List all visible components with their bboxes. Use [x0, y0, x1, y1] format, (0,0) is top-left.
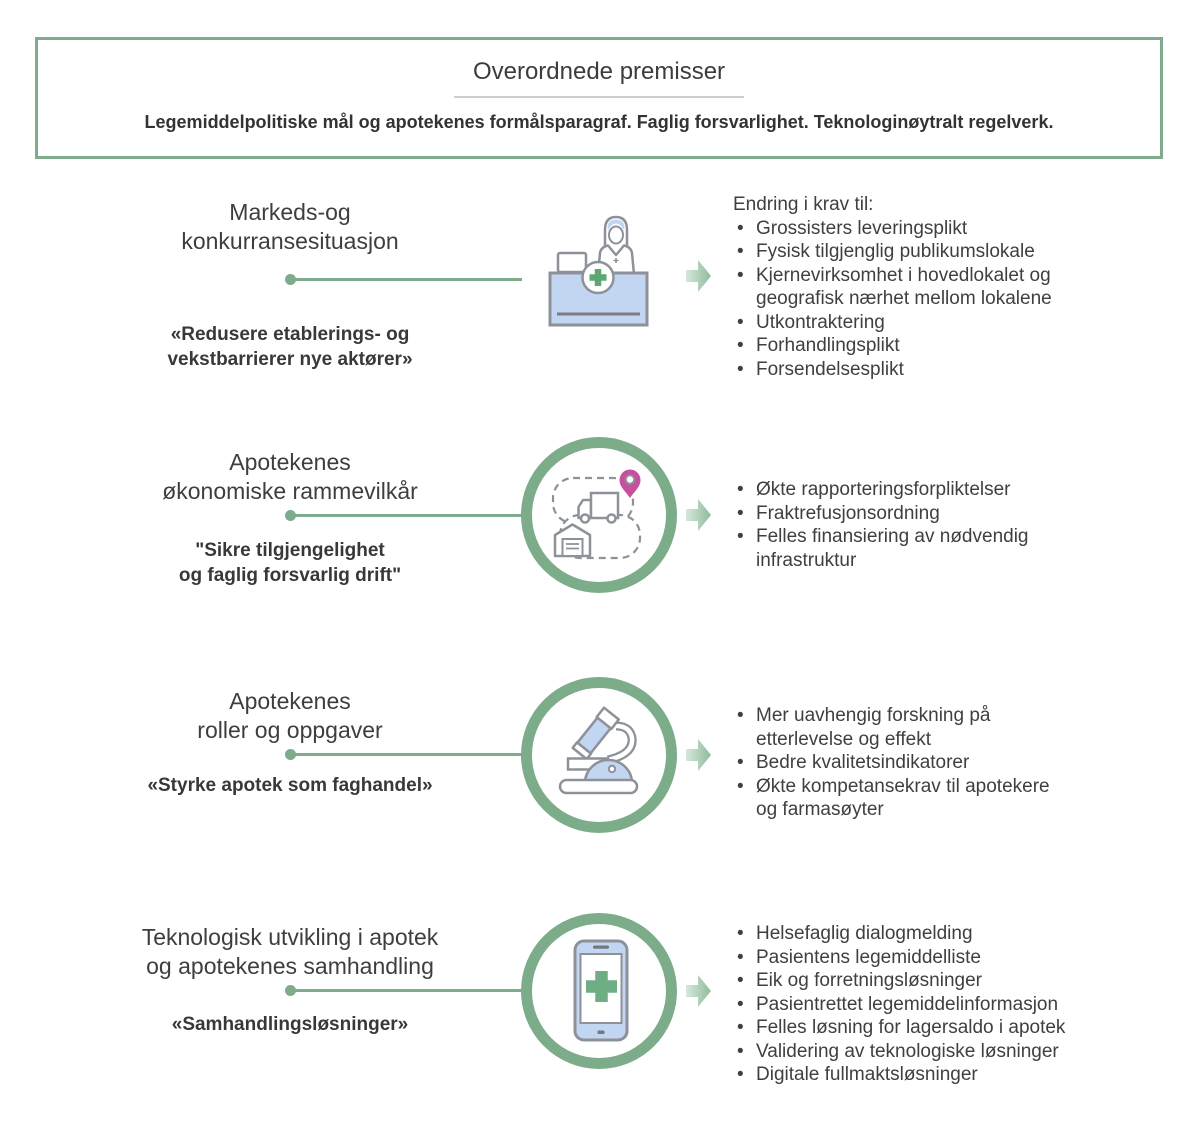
row-quote-roles: «Styrke apotek som faghandel» — [147, 775, 433, 796]
list-item: • Fraktrefusjonsordning — [733, 502, 1123, 526]
row-title-market: Markeds-og konkurransesituasjon — [181, 199, 399, 254]
row-title-technology: Teknologisk utvikling i apotek og apotekenes samhandling — [141, 924, 439, 979]
delivery-route-icon — [544, 460, 654, 570]
list-item: • Pasientrettet legemiddelinformasjon — [733, 993, 1173, 1017]
bullet-list-roles — [733, 704, 1063, 822]
list-item: • Forsendelsesplikt — [733, 358, 1133, 382]
map-pin-icon — [620, 470, 641, 499]
premises-subtitle: Legemiddelpolitiske mål og apotekenes formålsparagraf. Faglig forsvarlighet. Teknologinøytralt regelverk. — [144, 112, 1054, 132]
row-quote-market: «Redusere etablerings- og vekstbarrierer nye aktører» — [167, 324, 413, 370]
arrow-right-icon — [686, 498, 712, 532]
bullet-list-market — [733, 193, 1133, 381]
row-title-economics: Apotekenes økonomiske rammevilkår — [162, 449, 418, 504]
list-item: • Fysisk tilgjenglig publikumslokale — [733, 240, 1133, 264]
microscope-icon — [544, 700, 654, 810]
page-title: Overordnede premisser — [472, 58, 726, 85]
row-title-roles: Apotekenes roller og oppgaver — [197, 688, 383, 743]
list-item: • Validering av teknologiske løsninger — [733, 1040, 1173, 1064]
title-underline — [454, 96, 744, 98]
list-item: • Helsefaglig dialogmelding — [733, 922, 1173, 946]
list-item: • Kjernevirksomhet i hovedlokalet og geografisk nærhet mellom lokalene — [733, 264, 1133, 311]
list-item: • Eik og forretningsløsninger — [733, 969, 1173, 993]
arrow-right-icon — [686, 974, 712, 1008]
list-item: • Digitale fullmaktsløsninger — [733, 1063, 1173, 1087]
arrow-right-icon — [686, 738, 712, 772]
list-item: • Forhandlingsplikt — [733, 334, 1133, 358]
connector-line — [290, 753, 522, 756]
list-item: • Økte rapporteringsforpliktelser — [733, 478, 1123, 502]
pharmacy-counter-icon — [545, 208, 655, 333]
pharmacy-cross-badge — [583, 262, 614, 293]
list-item: • Mer uavhengig forskning på etterlevelse og effekt — [733, 704, 1063, 751]
list-item: • Felles løsning for lagersaldo i apotek — [733, 1016, 1173, 1040]
row-quote-technology: «Samhandlingsløsninger» — [171, 1014, 409, 1035]
smartphone-medical-icon — [544, 936, 654, 1046]
list-item: • Utkontraktering — [733, 311, 1133, 335]
truck-icon — [579, 493, 619, 523]
list-item: • Pasientens legemiddelliste — [733, 946, 1173, 970]
connector-line — [290, 278, 522, 281]
connector-line — [290, 989, 522, 992]
speaker-slot — [593, 946, 609, 949]
row-quote-economics: "Sikre tilgjengelighet og faglig forsvarlig drift" — [178, 540, 402, 586]
bullet-list-economics — [733, 478, 1123, 572]
list-item: • Grossisters leveringsplikt — [733, 217, 1133, 241]
premises-header-box — [35, 37, 1163, 159]
list-item: • Økte kompetansekrav til apotekere og farmasøyter — [733, 775, 1063, 822]
list-item: • Bedre kvalitetsindikatorer — [733, 751, 1063, 775]
home-button — [598, 1031, 605, 1035]
list-header: Endring i krav til: — [733, 194, 874, 215]
bullet-list-technology — [733, 922, 1173, 1087]
connector-line — [290, 514, 522, 517]
list-item: • Felles finansiering av nødvendig infrastruktur — [733, 525, 1123, 572]
arrow-right-icon — [686, 259, 712, 293]
